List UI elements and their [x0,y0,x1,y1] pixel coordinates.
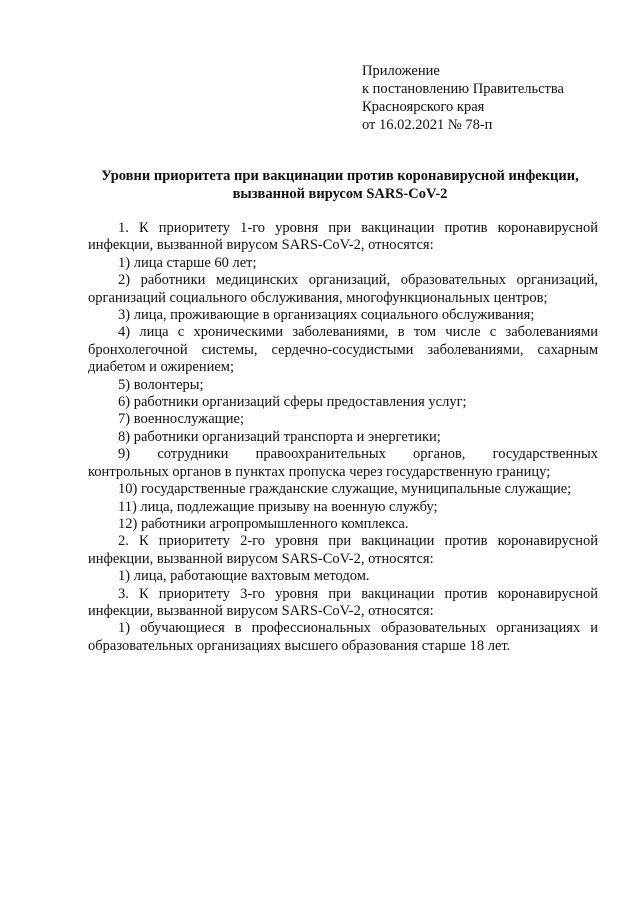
list-item: 8) работники организаций транспорта и энергетики; [118,428,441,445]
document-title [60,167,620,203]
list-item-cont: образовательных организациях высшего образования старше 18 лет. [88,637,511,654]
section-3-intro-cont: инфекции, вызванной вирусом SARS-CoV-2, относятся: [88,602,434,619]
list-item: 3) лица, проживающие в организациях социального обслуживания; [118,307,535,324]
section-2-intro: 2. К приоритету 2-го уровня при вакцинации против коронавирусной [118,533,598,550]
list-item: 1) лица, работающие вахтовым методом. [118,568,370,585]
list-item: 6) работники организаций сферы предоставления услуг; [118,394,467,411]
list-item: 4) лица с хроническими заболеваниями, в том числе с заболеваниями [118,324,598,341]
list-item-cont: бронхолегочной системы, сердечно-сосудистыми заболеваниями, сахарным [88,341,598,358]
appendix-line: к постановлению Правительства [362,81,564,97]
list-item-cont: диабетом и ожирением; [88,359,235,376]
list-item: 9) сотрудники правоохранительных органов, государственных [118,446,598,463]
appendix-line: Красноярского края [362,99,485,115]
appendix-line: от 16.02.2021 № 78-п [362,117,493,133]
list-item-cont: контрольных органов в пунктах пропуска через государственную границу; [88,463,551,480]
document-body [88,220,598,655]
list-item: 1) лица старше 60 лет; [118,254,257,271]
list-item: 5) волонтеры; [118,376,204,393]
section-3-intro: 3. К приоритету 3-го уровня при вакцинации против коронавирусной [118,585,598,602]
section-1-intro [88,220,598,237]
text-line: 1. К приоритету 1-го уровня при вакцинации против коронавирусной [118,220,598,236]
list-item: 1) обучающиеся в профессиональных образовательных организациях и [118,620,598,637]
list-item: 10) государственные гражданские служащие, муниципальные служащие; [118,481,572,498]
title-line: Уровни приоритета при вакцинации против коронавирусной инфекции, [101,168,579,184]
appendix-line: Приложение [362,63,440,79]
list-item: 7) военнослужащие; [118,411,245,428]
list-item-cont: организаций социального обслуживания, многофункциональных центров; [88,289,548,306]
list-item: 11) лица, подлежащие призыву на военную службу; [118,498,438,515]
section-1-intro-cont: инфекции, вызванной вирусом SARS-CoV-2, относятся: [88,237,434,254]
title-line: вызванной вирусом SARS-CoV-2 [232,186,448,202]
appendix-block [362,62,564,134]
section-2-intro-cont: инфекции, вызванной вирусом SARS-CoV-2, относятся: [88,550,434,567]
list-item: 2) работники медицинских организаций, образовательных организаций, [118,272,598,289]
list-item: 12) работники агропромышленного комплекса. [118,515,409,532]
